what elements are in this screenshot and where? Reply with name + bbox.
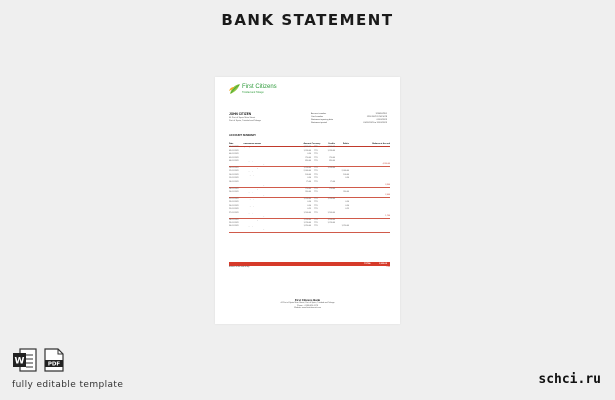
word-icon-label: W	[14, 356, 25, 367]
table-row: 23.01.2023 Commission 0.50 TTD 0.50	[229, 201, 349, 204]
table-row: 29.01.2023 Commission 1,700.00 TTD 1,700.00	[229, 221, 335, 224]
table-row: 14.01.2023 Currency expense 100.00 TTD 100.00	[229, 173, 349, 176]
pdf-file-icon	[44, 348, 64, 372]
leaf-icon	[229, 83, 241, 95]
account-info	[311, 113, 387, 125]
total-label: TOTAL	[364, 262, 371, 265]
table-row: 05.01.2023 ATM withdrawal 750.00 TTD 750.00	[229, 156, 335, 159]
table-row: 20.01.2023 Monthly deposit 950.00 TTD 950.00	[229, 191, 349, 194]
table-row: 25.01.2023 Commission 0.25 TTD 0.25	[229, 208, 349, 211]
customer-block	[229, 113, 261, 123]
format-icons	[12, 348, 64, 372]
bank-logo-tagline: Trinidad and Tobago	[242, 91, 264, 94]
account-summary-title: ACCOUNT SUMMARY	[229, 134, 256, 137]
table-row: 06.01.2023 Monthly deposit 850.00 TTD 850.00	[229, 160, 335, 163]
table-header: Date Transaction details Amount Currency Credits Debits Balance at the end	[229, 143, 390, 145]
account-row: Card number 1234 5678 1234 5678	[311, 116, 387, 119]
table-row: 24.01.2023 Currency expense 0.50 TTD 0.50	[229, 204, 349, 207]
table-row: 12.01.2023 Monthly deposit 2,000.00 TTD 2,000.00	[229, 170, 349, 173]
table-row: 03.01.2023 Commission 1,200.00 TTD 1,200.00	[229, 149, 335, 152]
transactions-table	[229, 143, 390, 233]
table-row: 01.01.2023 Opening balance 1,500.00 TTD 1,500.00	[229, 146, 335, 149]
bank-logo-name: First Citizens	[242, 84, 277, 90]
customer-address-2: Port of Spain, Trinidad and Tobago	[229, 120, 261, 123]
customer-address-1: 44 Port of Spain Main Street	[229, 117, 256, 120]
total-footnote: Balance at the end of day 0.00	[229, 266, 390, 268]
customer-name: JOHN CITIZEN	[229, 112, 252, 116]
statement-footer	[215, 299, 400, 311]
total-bar	[229, 262, 390, 266]
table-row: 18.01.2023 Transfer to savings account 750.00 TTD 750.00	[229, 187, 335, 190]
balance-row: Balance at the end of day	[229, 229, 390, 232]
footer-website: Website: www.firstcitizenstt.com	[294, 307, 321, 310]
balance-row: Balance at the end of day 3,300	[229, 184, 390, 187]
footer-phone: Phone: +1 868-624-3178	[297, 304, 318, 307]
footer-bank-name: First Citizens Bank	[294, 298, 321, 302]
table-row: 15.01.2023 Commission 0.50 TTD 0.50	[229, 177, 349, 180]
table-row: 04.01.2023 Service tax income 0.50 TTD	[229, 153, 318, 156]
table-row: 27.01.2023 Monthly deposit 1,500.00 TTD 1,500.00	[229, 211, 335, 214]
table-row: 16.01.2023 Service tax income 75.00 TTD 75.00	[229, 180, 335, 183]
template-caption: fully editable template	[12, 380, 124, 390]
account-row: Statement opening date 01/01/2023	[311, 119, 387, 122]
pdf-icon-label: PDF	[47, 361, 61, 368]
balance-row: Balance at the end of day 2,400	[229, 195, 390, 198]
brand-watermark: schci.ru	[538, 372, 601, 387]
total-value: 1,950.00	[378, 262, 387, 265]
table-row: 28.01.2023 Transfer to savings account 1,200.00 TTD 1,200.00	[229, 218, 335, 221]
balance-row: Balance at the end of day 4,300.00	[229, 164, 390, 167]
account-row: Statement period 01/01/2023 to 31/01/2023	[311, 122, 387, 125]
bank-logo	[229, 83, 289, 97]
table-row: 10.01.2023 Transfer to savings account 1,200.00 TTD 1,200.00	[229, 166, 335, 169]
account-row: Account number 1234567891	[311, 113, 387, 115]
balance-row: Balance at the end of day 1,700	[229, 215, 390, 218]
page-title: BANK STATEMENT	[221, 11, 394, 29]
table-body	[229, 147, 390, 233]
statement-preview	[215, 77, 400, 324]
table-row: 22.01.2023 Currency expense 1,200.00 TTD 1,200.00	[229, 197, 335, 200]
footer-address: 44 Port of Spain Main Street, Port of Spain, Trinidad and Tobago	[280, 301, 335, 304]
word-file-icon	[12, 348, 38, 372]
table-row: 30.01.2023 Monthly deposit 1,250.00 TTD 1,250.00	[229, 225, 349, 228]
